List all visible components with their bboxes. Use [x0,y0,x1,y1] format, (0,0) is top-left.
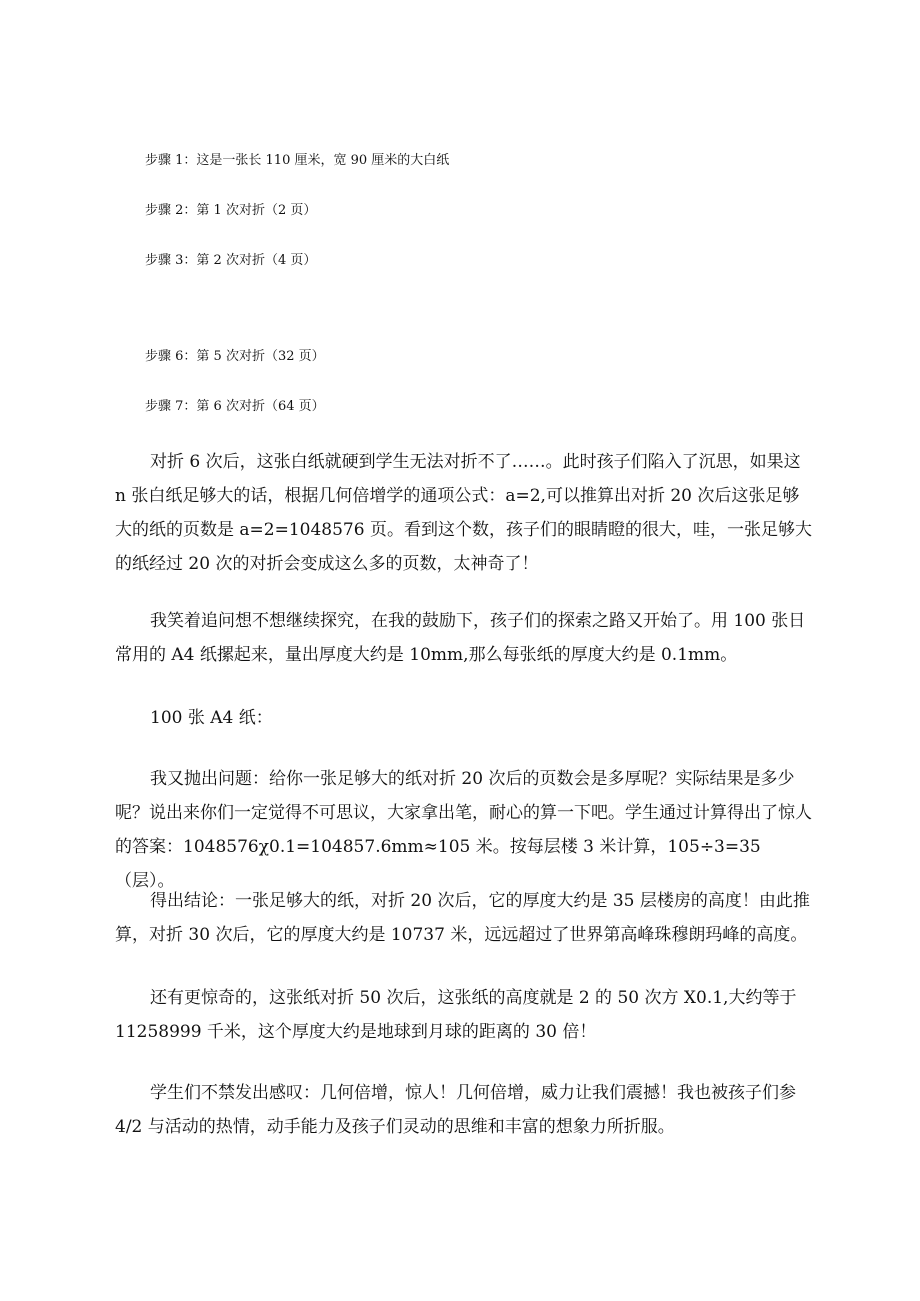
step-2-caption: 步骤 2：第 1 次对折（2 页） [145,203,317,218]
step-7-caption: 步骤 7：第 6 次对折（64 页） [145,399,325,414]
step-3-caption: 步骤 3：第 2 次对折（4 页） [145,253,317,268]
paragraph-fifty-folds: 还有更惊奇的，这张纸对折 50 次后，这张纸的高度就是 2 的 50 次方 X0.1,大约等于 11258999 千米，这个厚度大约是地球到月球的距离的 30 倍！ [115,988,797,1042]
step-6-caption: 步骤 6：第 5 次对折（32 页） [145,349,325,364]
paragraph-thickness-question: 我又抛出问题：给你一张足够大的纸对折 20 次后的页数会是多厚呢？实际结果是多少呢？说出来你们一定觉得不可思议，大家拿出笔，耐心的算一下吧。学生通过计算得出了惊人的答案：1048576χ0.1=104857.6mm≈105 米。按每层楼 3 米计算，105÷3=35（层）。 [115,769,812,891]
paragraph-folding-result: 对折 6 次后，这张白纸就硬到学生无法对折不了……。此时孩子们陷入了沉思，如果这 n 张白纸足够大的话，根据几何倍增学的通项公式：a=2,可以推算出对折 20 次后这张足够大的纸的页数是 a=2=1048576 页。看到这个数，孩子们的眼睛瞪的很大，哇，一张足够大的纸经过 20 次的对折会变成这么多的页数，太神奇了！ [115,452,812,574]
paragraph-a4-label: 100 张 A4 纸： [150,708,273,728]
paragraph-a4-measurement: 我笑着追问想不想继续探究，在我的鼓励下，孩子们的探索之路又开始了。用 100 张日常用的 A4 纸摞起来，量出厚度大约是 10mm,那么每张纸的厚度大约是 0.1mm。 [115,611,806,665]
paragraph-reflection: 学生们不禁发出感叹：几何倍增，惊人！几何倍增，威力让我们震撼！我也被孩子们参 4/2 与活动的热情，动手能力及孩子们灵动的思维和丰富的想象力所折服。 [115,1083,796,1137]
step-1-caption: 步骤 1：这是一张长 110 厘米，宽 90 厘米的大白纸 [145,153,450,168]
paragraph-conclusion: 得出结论：一张足够大的纸，对折 20 次后，它的厚度大约是 35 层楼房的高度！由此推算，对折 30 次后，它的厚度大约是 10737 米，远远超过了世界第高峰珠穆朗玛峰的高度。 [115,891,810,945]
